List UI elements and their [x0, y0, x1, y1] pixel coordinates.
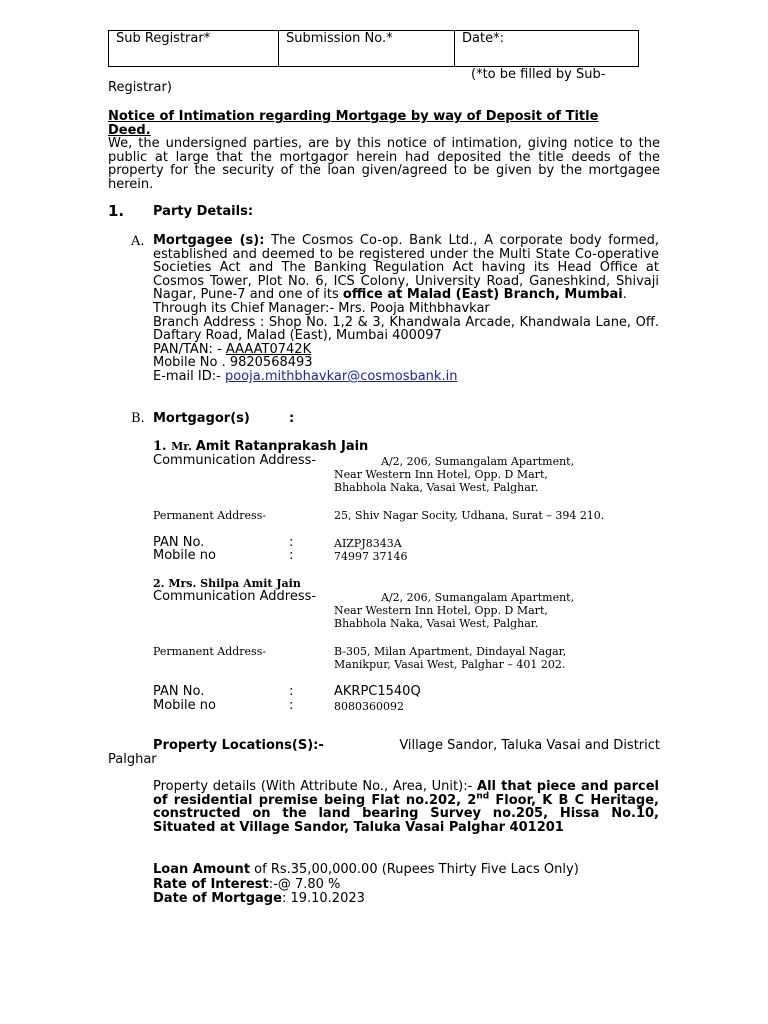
notice-title-a: Notice of Intimation regarding Mortgage by way of Deposit of Title — [108, 109, 599, 124]
mortgagor2-mobile: 8080360092 — [334, 700, 404, 713]
mortgagor-label: Mortgagor(s) — [153, 411, 250, 426]
mortgagor1-comm3: Bhabhola Naka, Vasai West, Palghar. — [334, 481, 539, 494]
mortgagor2-name: 2. Mrs. Shilpa Amit Jain — [153, 577, 301, 590]
mortgagee-chief: Through its Chief Manager:- Mrs. Pooja Mithbhavkar — [153, 300, 490, 316]
mortgagor2-perm2: Manikpur, Vasai West, Palghar – 401 202. — [334, 658, 566, 671]
mortgagor1-num: 1. — [153, 439, 172, 454]
mortgagor1-perm1: 25, Shiv Nagar Socity, Udhana, Surat – 394 210. — [334, 509, 605, 522]
property-details — [153, 780, 659, 834]
mortgagor1-pan-label: PAN No. — [153, 535, 205, 550]
mortgagor1-title: Mr. — [171, 440, 196, 453]
loan-block — [153, 863, 659, 907]
mortgagor2-mobile-colon: : — [289, 698, 294, 713]
loan-rate-line — [153, 878, 659, 893]
notice-title-b: Deed. — [108, 122, 151, 138]
loan-amount-value: of Rs.35,00,000.00 (Rupees Thirty Five Lacs Only) — [250, 862, 579, 877]
property-details-label: Property details (With Attribute No., Area, Unit):- — [153, 779, 478, 794]
mortgagor-colon: : — [289, 411, 295, 426]
mortgagee-email-link[interactable]: pooja.mithbhavkar@cosmosbank.in — [224, 368, 458, 384]
mortgagor1-name: Amit Ratanprakash Jain — [195, 439, 369, 454]
mortgagor1-mobile: 74997 37146 — [334, 550, 408, 563]
mortgagor2-comm3: Bhabhola Naka, Vasai West, Palghar. — [334, 617, 539, 630]
mortgagor2-comm2: Near Western Inn Hotel, Opp. D Mart, — [334, 604, 548, 617]
property-details-b: Floor, K B C Heritage, constructed on the land bearing Survey no.205, Hissa No.10, Situated at Village Sandor, Taluka Vasai Palghar 401201 — [153, 792, 659, 835]
property-locations-value-b: Palghar — [108, 751, 157, 767]
mortgagee-office-end: . — [622, 287, 627, 303]
mortgagor1-mobile-colon: : — [289, 548, 294, 563]
mortgagor2-pan: AKRPC1540Q — [334, 684, 421, 699]
mortgagee-label: Mortgagee (s): — [153, 233, 265, 248]
property-locations — [108, 739, 660, 766]
loan-date-label: Date of Mortgage — [153, 891, 282, 906]
mortgagee-pan-label: PAN/TAN: - — [153, 341, 226, 357]
mortgagee-desc: The Cosmos Co-op. Bank Ltd., A corporate body formed, established and deemed to be registered under the Multi State Co-operative Societies Act and The Banking Regulation Act having its Head Office at Cosmos Tower, Plot No. 6, ICS Colony, University Road, Ganeshkind, Shivaji Nagar, Pune-7 and one of its — [153, 233, 659, 303]
date-cell — [455, 31, 638, 66]
mortgagor1-comm-label: Communication Address- — [153, 453, 317, 468]
mortgagor1-pan-colon: : — [289, 535, 294, 550]
loan-date-line — [153, 892, 659, 907]
loan-rate-value: :-@ 7.80 % — [268, 876, 341, 892]
loan-amount-line — [153, 863, 659, 878]
mortgagee-marker: A. — [131, 234, 145, 249]
property-locations-value-a: Village Sandor, Taluka Vasai and District — [399, 738, 660, 753]
sub-registrar-label: Sub Registrar* — [116, 31, 211, 46]
mortgagor1-comm2: Near Western Inn Hotel, Opp. D Mart, — [334, 468, 548, 481]
mortgagee-branch-address: Branch Address : Shop No. 1,2 & 3, Khandwala Arcade, Khandwala Lane, Off. Daftary Road, Malad (East), Mumbai 400097 — [153, 314, 659, 344]
mortgagor1-name-line — [153, 439, 368, 454]
mortgagor2-pan-colon: : — [289, 684, 294, 699]
mortgagee-email-line — [153, 370, 659, 384]
property-details-a: All that piece and parcel of residential premise being Flat no.202, 2 — [153, 779, 659, 808]
loan-rate-label: Rate of Interest — [153, 876, 269, 892]
mortgagee-pan: AAAAT0742K — [225, 341, 312, 357]
mortgagor1-mobile-label: Mobile no — [153, 548, 216, 563]
mortgagee-block — [153, 234, 659, 384]
loan-amount-label: Loan Amount — [153, 862, 251, 877]
registrar-table — [108, 30, 639, 67]
submission-no-label: Submission No.* — [286, 31, 393, 46]
notice-title — [108, 110, 660, 137]
mortgagor2-pan-label: PAN No. — [153, 684, 205, 699]
submission-no-cell — [279, 31, 455, 66]
property-locations-label: Property Locations(S):- — [153, 738, 324, 753]
mortgagee-pan-line — [153, 343, 659, 357]
property-details-sup: nd — [476, 791, 490, 802]
mortgagee-office: office at Malad (East) Branch, Mumbai — [342, 287, 623, 303]
mortgagor1-comm1: A/2, 206, Sumangalam Apartment, — [381, 455, 575, 468]
mortgagor2-comm-label: Communication Address- — [153, 589, 317, 604]
section-number: 1. — [108, 202, 125, 220]
sub-registrar-cell — [109, 31, 279, 66]
loan-date-value: : 19.10.2023 — [281, 891, 365, 906]
mortgagor1-perm-label: Permanent Address- — [153, 509, 267, 522]
section-heading: Party Details: — [153, 204, 254, 219]
mortgagor2-perm1: B-305, Milan Apartment, Dindayal Nagar, — [334, 645, 567, 658]
mortgagor1-pan: AIZPJ8343A — [334, 537, 402, 550]
mortgagee-mobile: Mobile No . 9820568493 — [153, 355, 313, 371]
mortgagor-marker: B. — [131, 411, 145, 426]
mortgagee-email-label: E-mail ID:- — [153, 368, 225, 384]
notice-intro: We, the undersigned parties, are by this notice of intimation, giving notice to the public at large that the mortgagor herein had deposited the title deeds of the property for the security of the loan given/agreed to be given by the mortgagee herein. — [108, 136, 660, 192]
property-locations-line — [108, 739, 660, 753]
mortgagor2-comm1: A/2, 206, Sumangalam Apartment, — [381, 591, 575, 604]
date-label: Date*: — [462, 31, 504, 46]
registrar-note-a: (*to be filled by Sub- — [471, 67, 606, 82]
mortgagor2-perm-label: Permanent Address- — [153, 645, 267, 658]
mortgagor2-mobile-label: Mobile no — [153, 698, 216, 713]
registrar-note-b: Registrar) — [108, 80, 172, 95]
